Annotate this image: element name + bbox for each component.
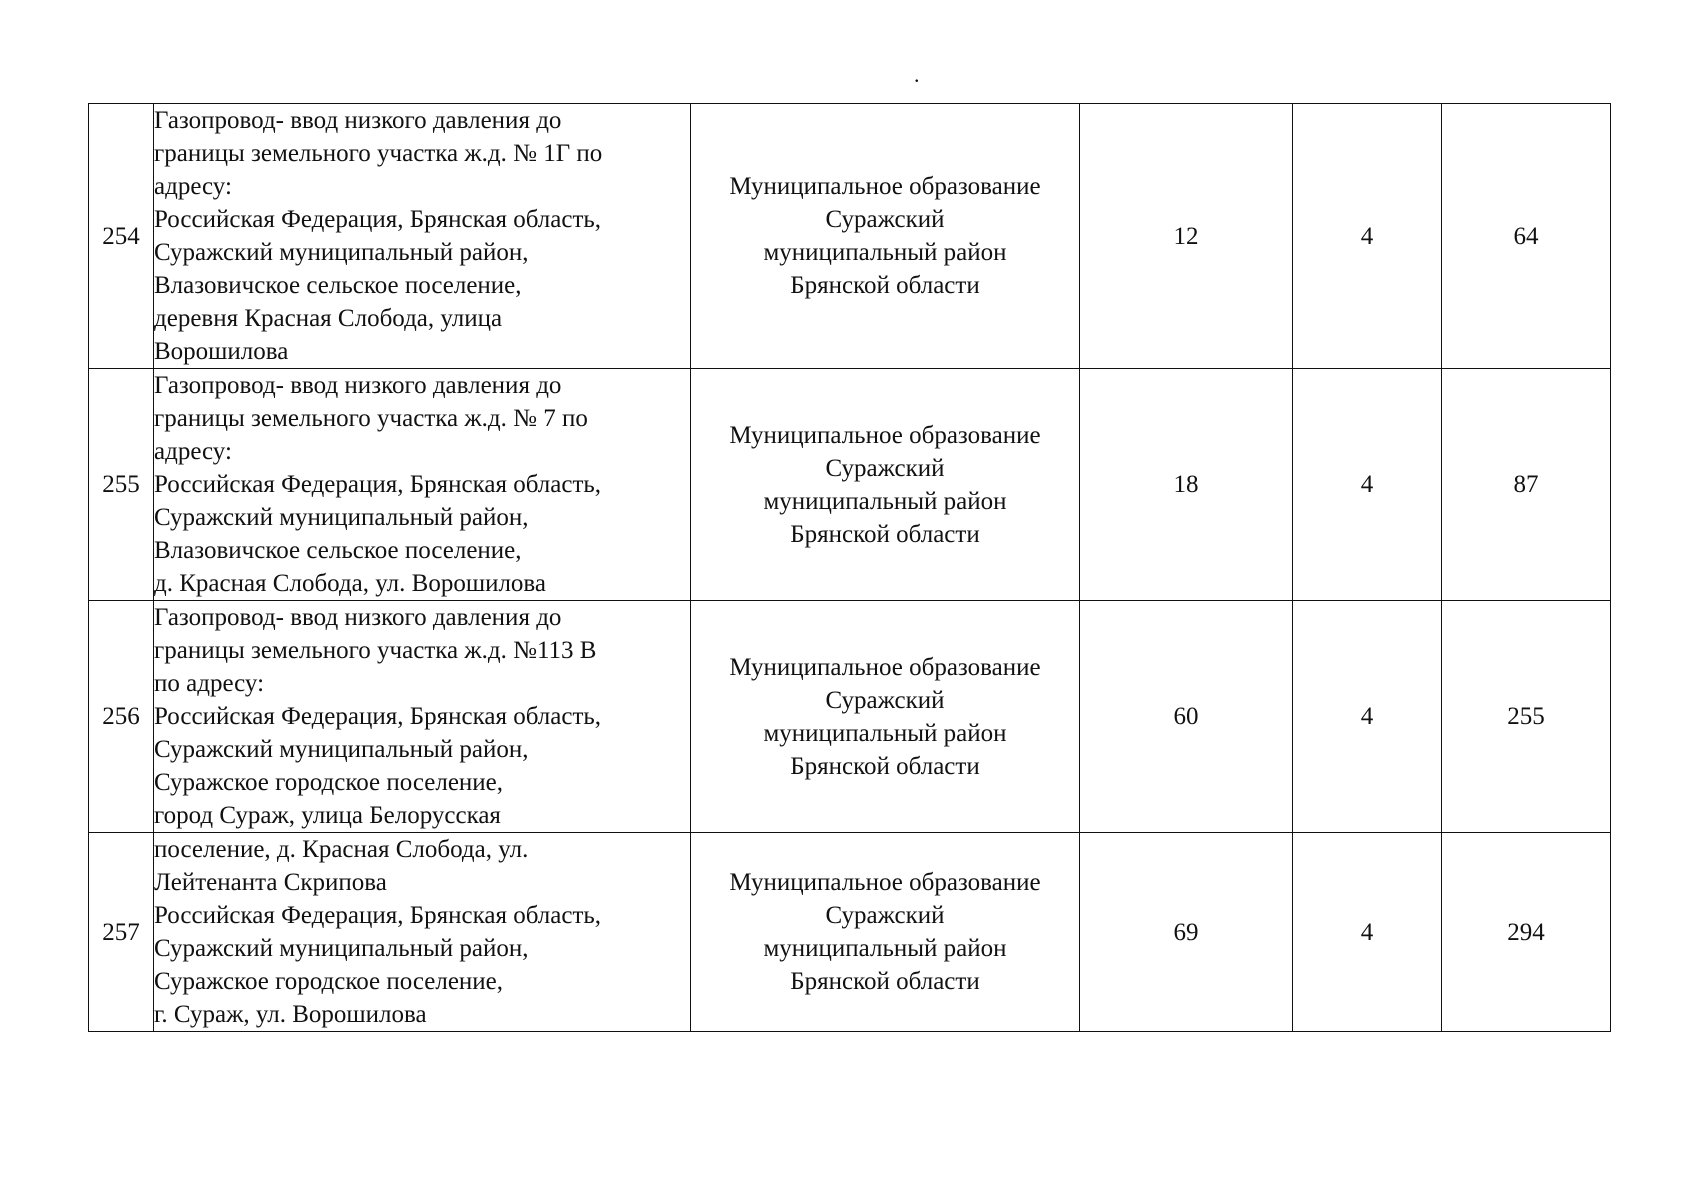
value-cell-c: 294 bbox=[1442, 833, 1611, 1032]
value-cell-b: 4 bbox=[1293, 104, 1442, 369]
table-row bbox=[89, 833, 1611, 1032]
table-row bbox=[89, 104, 1611, 369]
table-row bbox=[89, 601, 1611, 833]
value-cell-a: 12 bbox=[1080, 104, 1293, 369]
value-cell-a: 60 bbox=[1080, 601, 1293, 833]
value-cell-b: 4 bbox=[1293, 601, 1442, 833]
value-cell-a: 69 bbox=[1080, 833, 1293, 1032]
table-row bbox=[89, 369, 1611, 601]
object-description: поселение, д. Красная Слобода, ул. Лейтенанта Скрипова Российская Федерация, Брянская область, Суражский муниципальный район, Суражское городское поселение, г. Сураж, ул. Ворошилова bbox=[154, 833, 691, 1032]
value-cell-c: 64 bbox=[1442, 104, 1611, 369]
value-cell-a: 18 bbox=[1080, 369, 1293, 601]
object-description: Газопровод- ввод низкого давления до границы земельного участка ж.д. № 7 по адресу: Российская Федерация, Брянская область, Суражский муниципальный район, Влазовичское сельское поселение, д. Красная Слобода, ул. Ворошилова bbox=[154, 369, 691, 601]
row-number: 256 bbox=[89, 601, 154, 833]
value-cell-c: 255 bbox=[1442, 601, 1611, 833]
owner-name: Муниципальное образование Суражский муниципальный район Брянской области bbox=[691, 833, 1080, 1032]
value-cell-b: 4 bbox=[1293, 833, 1442, 1032]
row-number: 254 bbox=[89, 104, 154, 369]
page-dot-mark: . bbox=[914, 62, 920, 87]
row-number: 257 bbox=[89, 833, 154, 1032]
registry-table bbox=[88, 103, 1611, 1032]
owner-name: Муниципальное образование Суражский муниципальный район Брянской области bbox=[691, 601, 1080, 833]
owner-name: Муниципальное образование Суражский муниципальный район Брянской области bbox=[691, 369, 1080, 601]
object-description: Газопровод- ввод низкого давления до границы земельного участка ж.д. №113 В по адресу: Российская Федерация, Брянская область, Суражский муниципальный район, Суражское городское поселение, город Сураж, улица Белорусская bbox=[154, 601, 691, 833]
owner-name: Муниципальное образование Суражский муниципальный район Брянской области bbox=[691, 104, 1080, 369]
value-cell-b: 4 bbox=[1293, 369, 1442, 601]
object-description: Газопровод- ввод низкого давления до границы земельного участка ж.д. № 1Г по адресу: Российская Федерация, Брянская область, Суражский муниципальный район, Влазовичское сельское поселение, деревня Красная Слобода, улица Ворошилова bbox=[154, 104, 691, 369]
value-cell-c: 87 bbox=[1442, 369, 1611, 601]
row-number: 255 bbox=[89, 369, 154, 601]
